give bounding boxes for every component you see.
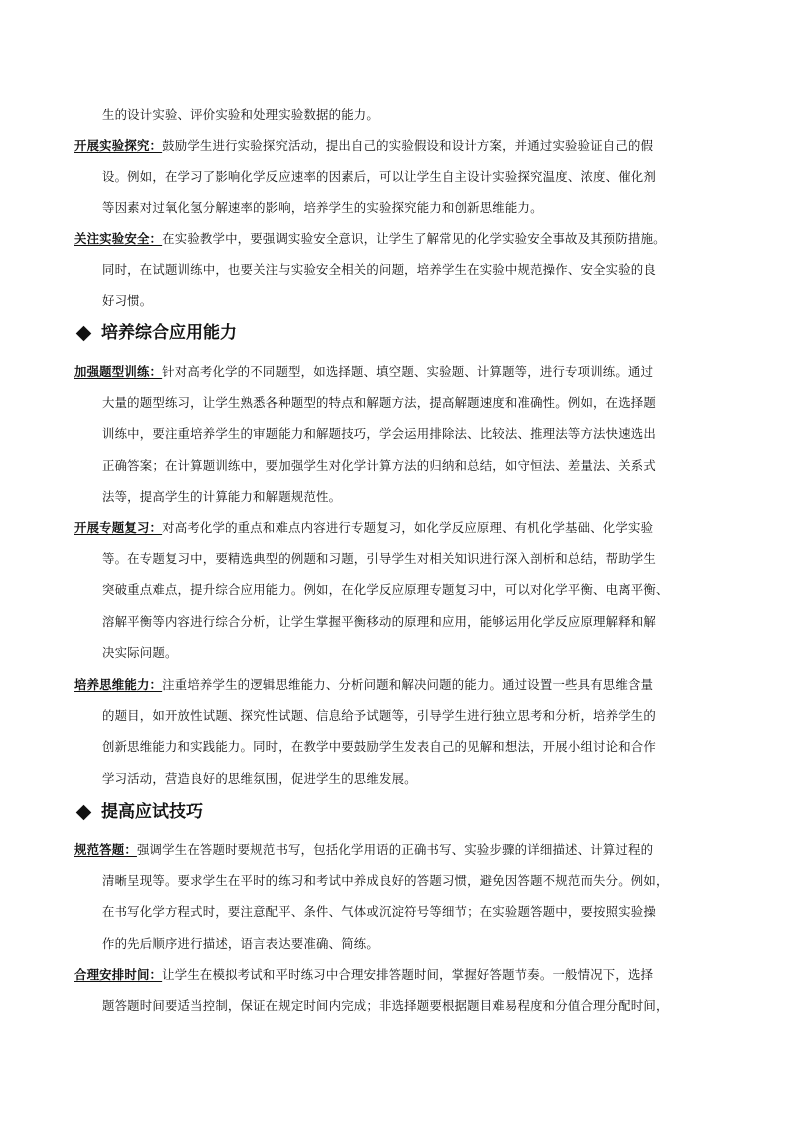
text-line: 让学生在模拟考试和平时练习中合理安排答题时间，掌握好答题节奏。一般情况下，选择 <box>162 967 654 982</box>
text-line: 等因素对过氧化氢分解速率的影响，培养学生的实验探究能力和创新思维能力。 <box>102 200 543 216</box>
text-line: 在书写化学方程式时，要注意配平、条件、气体或沉淀符号等细节；在实验题答题中，要按照实验操 <box>102 904 656 920</box>
term-label: 加强题型训练： <box>74 364 163 379</box>
text-line: 设。例如，在学习了影响化学反应速率的因素后，可以让学生自主设计实验探究温度、浓度、催化剂 <box>102 169 656 185</box>
section-heading <box>76 321 237 345</box>
term-label: 规范答题： <box>74 842 137 857</box>
term-label: 关注实验安全： <box>74 231 163 246</box>
text-line: 决实际问题。 <box>102 644 178 660</box>
text-line: 生的设计实验、评价实验和处理实验数据的能力。 <box>102 107 379 122</box>
term-label: 合理安排时间： <box>74 967 163 982</box>
text-line: 清晰呈现等。要求学生在平时的练习和考试中养成良好的答题习惯，避免因答题不规范而失分。例如， <box>102 873 669 889</box>
paragraph-topic-review <box>74 512 726 668</box>
term-label: 开展实验探究： <box>74 138 163 153</box>
text-line: 好习惯。 <box>102 293 153 309</box>
paragraph-time-management <box>74 959 726 1021</box>
text-line: 作的先后顺序进行描述，语言表达要准确、简练。 <box>102 935 379 951</box>
text-line: 大量的题型练习，让学生熟悉各种题型的特点和解题方法，提高解题速度和准确性。例如，在选择题 <box>102 395 656 411</box>
text-line: 溶解平衡等内容进行综合分析，让学生掌握平衡移动的原理和应用，能够运用化学反应原理解释和解 <box>102 613 656 629</box>
text-line: 正确答案；在计算题训练中，要加强学生对化学计算方法的归纳和总结，如守恒法、差量法、关系式 <box>102 457 656 473</box>
paragraph-experiment-safety <box>74 223 726 317</box>
section-heading <box>76 800 203 824</box>
text-line: 鼓励学生进行实验探究活动，提出自己的实验假设和设计方案，并通过实验验证自己的假 <box>162 138 654 153</box>
paragraph-thinking-ability <box>74 669 726 794</box>
paragraph-question-type-training <box>74 356 726 512</box>
text-line: 创新思维能力和实践能力。同时，在教学中要鼓励学生发表自己的见解和想法，开展小组讨论和合作 <box>102 739 656 755</box>
term-label: 培养思维能力： <box>74 677 163 692</box>
diamond-bullet-icon <box>76 804 92 820</box>
text-line: 的题目，如开放性试题、探究性试题、信息给予试题等，引导学生进行独立思考和分析，培养学生的 <box>102 708 656 724</box>
term-label: 开展专题复习： <box>74 520 163 535</box>
text-line: 学习活动，营造良好的思维氛围，促进学生的思维发展。 <box>102 770 417 786</box>
text-line: 在实验教学中，要强调实验安全意识，让学生了解常见的化学实验安全事故及其预防措施。 <box>162 231 666 246</box>
continuation-paragraph <box>74 99 726 130</box>
text-line: 对高考化学的重点和难点内容进行专题复习，如化学反应原理、有机化学基础、化学实验 <box>162 520 654 535</box>
text-line: 同时，在试题训练中，也要关注与实验安全相关的问题，培养学生在实验中规范操作、安全实验的良 <box>102 262 656 278</box>
text-line: 突破重点难点，提升综合应用能力。例如，在化学反应原理专题复习中，可以对化学平衡、电离平衡、 <box>102 582 669 598</box>
section-heading-text: 提高应试技巧 <box>101 802 203 822</box>
paragraph-standard-answering <box>74 834 726 959</box>
text-line: 针对高考化学的不同题型，如选择题、填空题、实验题、计算题等，进行专项训练。通过 <box>162 364 654 379</box>
text-line: 法等，提高学生的计算能力和解题规范性。 <box>102 488 342 504</box>
text-line: 题答题时间要适当控制，保证在规定时间内完成；非选择题要根据题目难易程度和分值合理分配时间， <box>102 998 669 1014</box>
paragraph-experiment-inquiry <box>74 130 726 224</box>
section-heading-text: 培养综合应用能力 <box>101 323 237 343</box>
text-line: 训练中，要注重培养学生的审题能力和解题技巧，学会运用排除法、比较法、推理法等方法快速选出 <box>102 426 656 442</box>
text-line: 强调学生在答题时要规范书写，包括化学用语的正确书写、实验步骤的详细描述、计算过程的 <box>136 842 654 857</box>
diamond-bullet-icon <box>76 325 92 341</box>
text-line: 注重培养学生的逻辑思维能力、分析问题和解决问题的能力。通过设置一些具有思维含量 <box>162 677 654 692</box>
text-line: 等。在专题复习中，要精选典型的例题和习题，引导学生对相关知识进行深入剖析和总结，帮助学生 <box>102 551 656 567</box>
